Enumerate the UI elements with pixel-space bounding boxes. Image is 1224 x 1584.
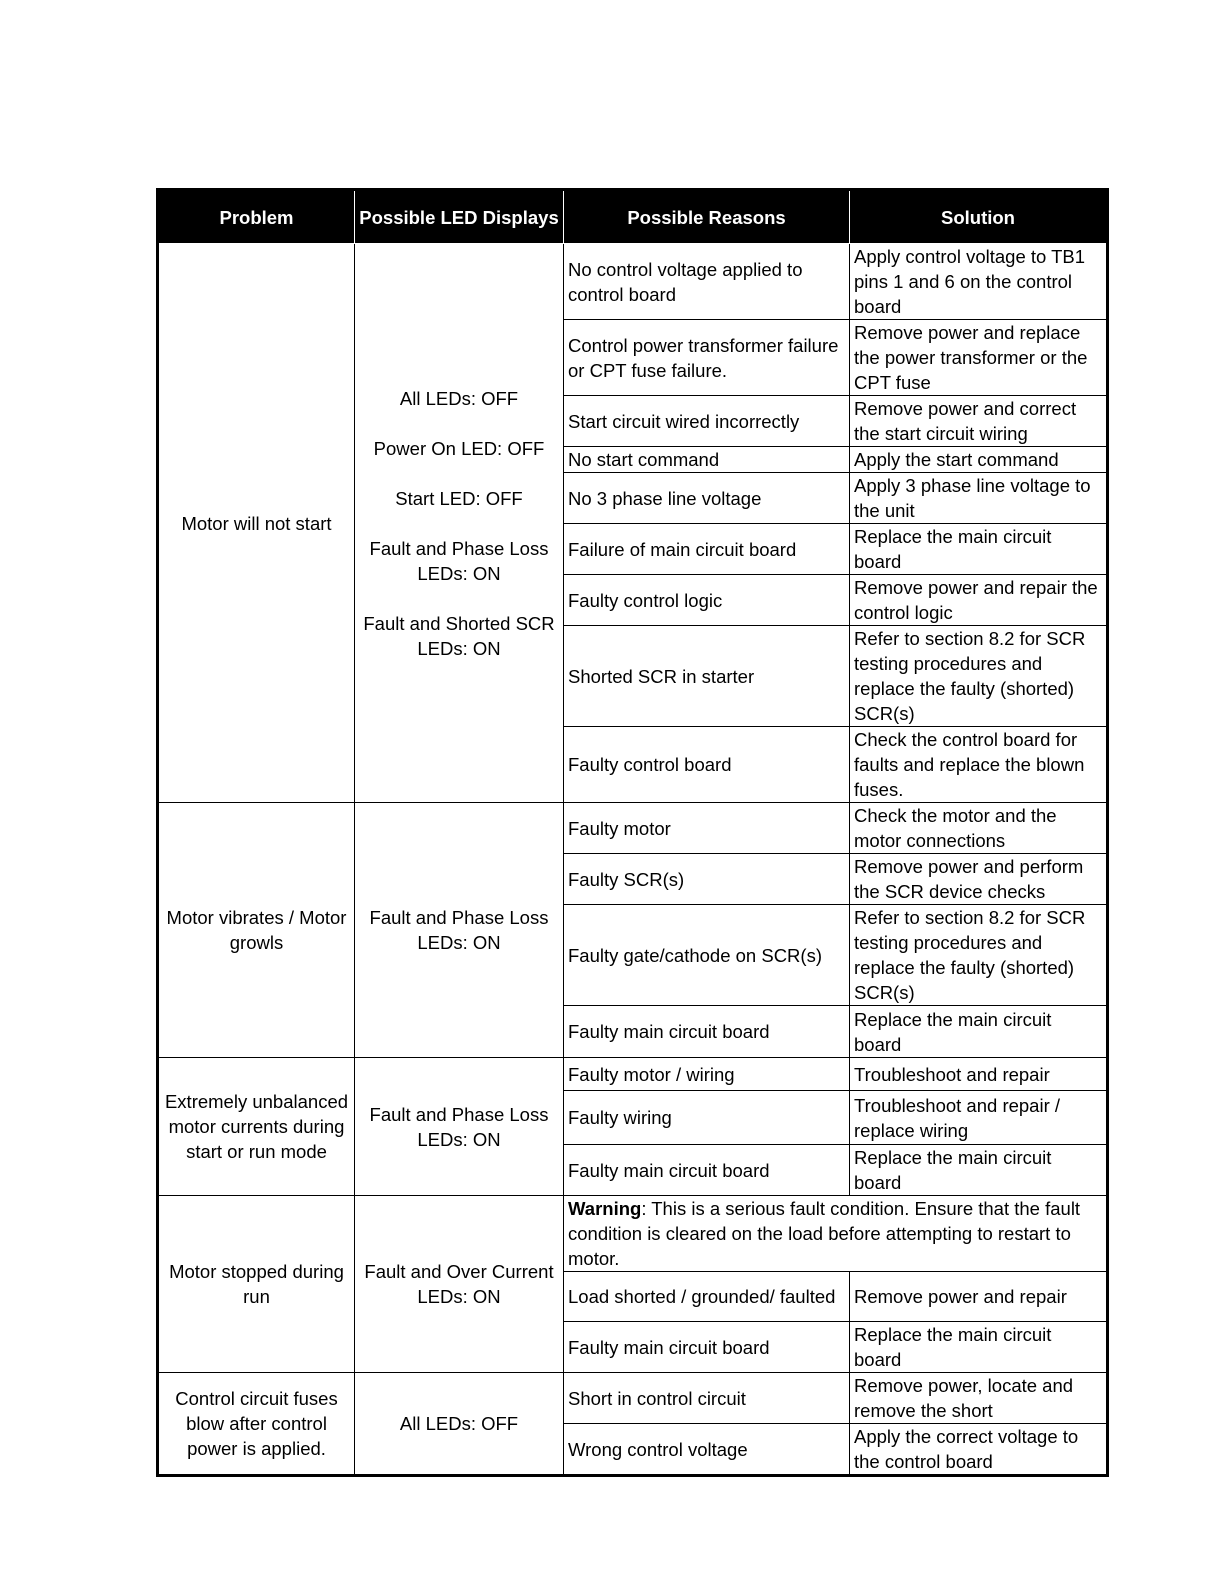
- problem-cell: Motor will not start: [158, 244, 355, 803]
- warning-label: Warning: [568, 1198, 642, 1219]
- reason-cell: No control voltage applied to control board: [564, 244, 850, 320]
- solution-cell: Replace the main circuit board: [850, 524, 1108, 575]
- solution-cell: Troubleshoot and repair: [850, 1058, 1108, 1091]
- reason-cell: Faulty gate/cathode on SCR(s): [564, 905, 850, 1006]
- header-row: [158, 190, 1108, 244]
- reason-cell: Control power transformer failure or CPT fuse failure.: [564, 320, 850, 396]
- reason-cell: Wrong control voltage: [564, 1424, 850, 1476]
- troubleshooting-table: [156, 188, 1109, 1477]
- solution-cell: Apply control voltage to TB1 pins 1 and 6 on the control board: [850, 244, 1108, 320]
- led-text: Start LED: OFF: [395, 487, 523, 509]
- reason-cell: Shorted SCR in starter: [564, 626, 850, 727]
- solution-cell: Troubleshoot and repair / replace wiring: [850, 1091, 1108, 1145]
- solution-cell: Replace the main circuit board: [850, 1322, 1108, 1373]
- solution-cell: Replace the main circuit board: [850, 1006, 1108, 1058]
- reason-cell: Faulty wiring: [564, 1091, 850, 1145]
- reason-cell: Faulty motor: [564, 803, 850, 854]
- led-cell: Fault and Over Current LEDs: ON: [355, 1196, 564, 1373]
- header-led-displays: Possible LED Displays: [355, 190, 564, 244]
- solution-cell: Apply 3 phase line voltage to the unit: [850, 473, 1108, 524]
- led-cell: All LEDs: OFF: [355, 1373, 564, 1476]
- reason-cell: Start circuit wired incorrectly: [564, 396, 850, 447]
- reason-cell: No start command: [564, 447, 850, 473]
- solution-cell: Replace the main circuit board: [850, 1145, 1108, 1196]
- solution-cell: Remove power and replace the power transformer or the CPT fuse: [850, 320, 1108, 396]
- warning-cell: [564, 1196, 1108, 1272]
- reason-cell: Short in control circuit: [564, 1373, 850, 1424]
- reason-cell: Faulty SCR(s): [564, 854, 850, 905]
- problem-cell: Motor vibrates / Motor growls: [158, 803, 355, 1058]
- header-problem: Problem: [158, 190, 355, 244]
- solution-cell: Remove power and repair the control logic: [850, 575, 1108, 626]
- led-cell: Fault and Phase Loss LEDs: ON: [355, 803, 564, 1058]
- led-cell: [355, 244, 564, 803]
- problem-cell: Control circuit fuses blow after control power is applied.: [158, 1373, 355, 1476]
- header-solution: Solution: [850, 190, 1108, 244]
- reason-cell: Faulty motor / wiring: [564, 1058, 850, 1091]
- reason-cell: Failure of main circuit board: [564, 524, 850, 575]
- table-row: [158, 1058, 1108, 1091]
- solution-cell: Remove power and perform the SCR device checks: [850, 854, 1108, 905]
- reason-cell: No 3 phase line voltage: [564, 473, 850, 524]
- table-row: [158, 803, 1108, 854]
- solution-cell: Remove power, locate and remove the short: [850, 1373, 1108, 1424]
- reason-cell: Faulty main circuit board: [564, 1006, 850, 1058]
- problem-cell: Extremely unbalanced motor currents during start or run mode: [158, 1058, 355, 1196]
- reason-cell: Load shorted / grounded/ faulted: [564, 1272, 850, 1322]
- warning-text: : This is a serious fault condition. Ensure that the fault condition is cleared on the load before attempting to restart to motor.: [568, 1198, 1081, 1269]
- led-text: All LEDs: OFF: [399, 387, 519, 409]
- reason-cell: Faulty control board: [564, 727, 850, 803]
- led-cell: Fault and Phase Loss LEDs: ON: [355, 1058, 564, 1196]
- solution-cell: Remove power and repair: [850, 1272, 1108, 1322]
- header-possible-reasons: Possible Reasons: [564, 190, 850, 244]
- reason-cell: Faulty control logic: [564, 575, 850, 626]
- table-row: [158, 1373, 1108, 1424]
- solution-cell: Remove power and correct the start circuit wiring: [850, 396, 1108, 447]
- table-row: [158, 1196, 1108, 1272]
- solution-cell: Check the control board for faults and replace the blown fuses.: [850, 727, 1108, 803]
- led-text: Power On LED: OFF: [373, 437, 545, 459]
- solution-cell: Apply the correct voltage to the control board: [850, 1424, 1108, 1476]
- solution-cell: Apply the start command: [850, 447, 1108, 473]
- solution-cell: Check the motor and the motor connections: [850, 803, 1108, 854]
- led-text: Fault and Phase Loss LEDs: ON: [369, 537, 549, 584]
- problem-cell: Motor stopped during run: [158, 1196, 355, 1373]
- solution-cell: Refer to section 8.2 for SCR testing procedures and replace the faulty (shorted) SCR(s): [850, 626, 1108, 727]
- table-row: [158, 244, 1108, 320]
- solution-cell: Refer to section 8.2 for SCR testing procedures and replace the faulty (shorted) SCR(s): [850, 905, 1108, 1006]
- reason-cell: Faulty main circuit board: [564, 1322, 850, 1373]
- led-text: Fault and Shorted SCR LEDs: ON: [363, 612, 555, 659]
- reason-cell: Faulty main circuit board: [564, 1145, 850, 1196]
